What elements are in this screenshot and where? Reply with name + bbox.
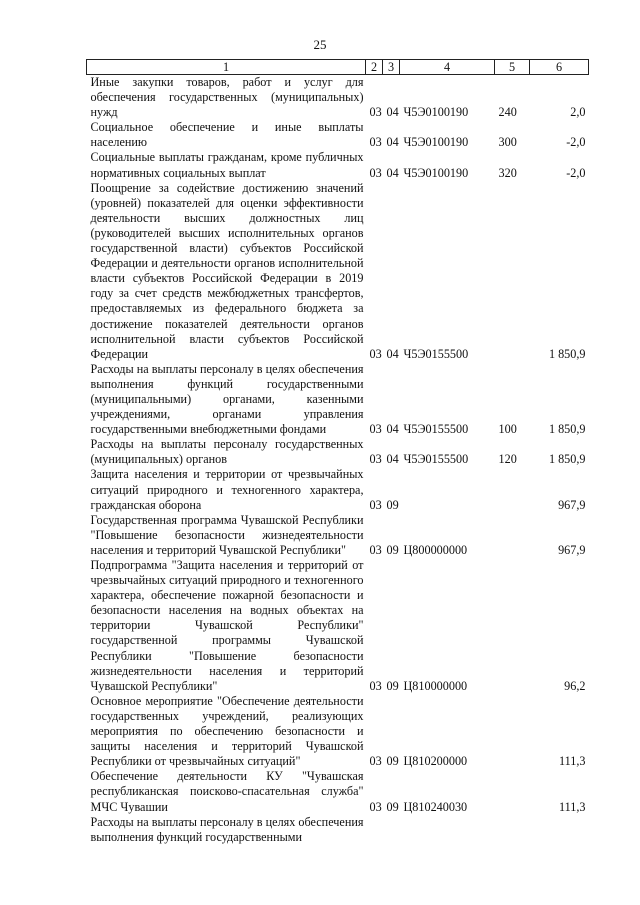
- table-row: [87, 815, 589, 845]
- row-razdel: 03: [369, 452, 382, 467]
- row-razdel: [366, 815, 383, 845]
- row-name: Расходы на выплаты персоналу в целях обеспечения выполнения функций государственными: [90, 814, 364, 844]
- row-podrazdel: 09: [386, 497, 399, 512]
- table-row: [87, 362, 589, 437]
- row-vr: [495, 769, 530, 814]
- row-vr: 300: [498, 135, 517, 150]
- row-vr: 320: [498, 165, 517, 180]
- table-row: [87, 513, 589, 558]
- row-csr: Ч5Э0155500: [403, 346, 469, 361]
- row-amount: 967,9: [558, 497, 586, 512]
- row-podrazdel: 04: [386, 452, 399, 467]
- row-podrazdel: 09: [386, 542, 399, 557]
- row-razdel: 03: [369, 799, 382, 814]
- row-amount: 111,3: [558, 754, 586, 769]
- row-vr: 100: [498, 422, 517, 437]
- row-razdel: 03: [369, 678, 382, 693]
- row-podrazdel: 04: [386, 135, 399, 150]
- header-col-5: 5: [495, 60, 530, 75]
- row-vr: 240: [498, 105, 517, 120]
- row-csr: [400, 815, 495, 845]
- row-csr: Ч5Э0155500: [403, 422, 469, 437]
- row-csr: Ц810240030: [403, 799, 468, 814]
- row-razdel: 03: [369, 542, 382, 557]
- header-col-4: 4: [400, 60, 495, 75]
- row-csr: [400, 467, 495, 512]
- row-podrazdel: 04: [386, 105, 399, 120]
- row-amount: -2,0: [566, 135, 586, 150]
- row-podrazdel: 04: [386, 422, 399, 437]
- row-name: Подпрограмма "Защита населения и территорий от чрезвычайных ситуаций природного и техногенного характера, обеспечение пожарной безопасности и безопасности населения на водных объектах на территории Чувашской Республики" государственной программы Чувашской Республики "Повышение безопасности жизнедеятельности населения и территорий Чувашской Республики": [90, 558, 364, 693]
- table-row: [87, 120, 589, 150]
- row-csr: Ц800000000: [403, 542, 468, 557]
- table-row: [87, 694, 589, 769]
- row-razdel: 03: [369, 105, 382, 120]
- row-csr: Ч5Э0100190: [403, 105, 469, 120]
- header-col-1: 1: [87, 60, 366, 75]
- table-row: [87, 150, 589, 180]
- header-col-2: 2: [366, 60, 383, 75]
- row-razdel: 03: [369, 497, 382, 512]
- table-row: [87, 769, 589, 814]
- row-podrazdel: 09: [386, 754, 399, 769]
- row-vr: [495, 558, 530, 694]
- table-row: [87, 437, 589, 467]
- row-name: Социальное обеспечение и иные выплаты населению: [90, 120, 364, 150]
- row-vr: [495, 467, 530, 512]
- row-name: Основное мероприятие "Обеспечение деятельности государственных учреждений, реализующих мероприятия по обеспечению безопасности и защиты населения и территорий Чувашской Республики от чрезвычайных ситуаций": [90, 693, 364, 769]
- row-amount: 967,9: [558, 542, 586, 557]
- row-name: Расходы на выплаты персоналу государственных (муниципальных) органов: [90, 437, 364, 467]
- budget-table: [86, 59, 589, 845]
- row-amount: 1 850,9: [548, 346, 586, 361]
- table-row: [87, 181, 589, 362]
- page-number: 25: [313, 37, 327, 52]
- row-amount: 111,3: [558, 799, 586, 814]
- row-razdel: 03: [369, 346, 382, 361]
- row-razdel: 03: [369, 135, 382, 150]
- row-csr: Ц810200000: [403, 754, 468, 769]
- header-row: [87, 60, 589, 75]
- row-podrazdel: [383, 815, 400, 845]
- table-row: [87, 467, 589, 512]
- row-csr: Ч5Э0100190: [403, 165, 469, 180]
- row-podrazdel: 09: [386, 678, 399, 693]
- row-amount: 96,2: [564, 678, 586, 693]
- row-amount: 1 850,9: [548, 452, 586, 467]
- row-name: Расходы на выплаты персоналу в целях обеспечения выполнения функций государственными (муниципальными) органами, казенными учреждениями, органами управления государственными внебюджетными фондами: [90, 361, 364, 437]
- row-csr: Ч5Э0100190: [403, 135, 469, 150]
- row-name: Обеспечение деятельности КУ "Чувашская республиканская поисково-спасательная служба" МЧС Чувашии: [90, 769, 364, 814]
- row-name: Поощрение за содействие достижению значений (уровней) показателей для оценки эффективности деятельности высших должностных лиц (руководителей высших исполнительных органов государственной власти) субъектов Российской Федерации и деятельности органов исполнительной власти субъектов Российской Федерации в 2019 году за счет средств межбюджетных трансфертов, предоставляемых из федерального бюджета за достижение показателей деятельности органов исполнительной власти субъектов Российской Федерации: [90, 180, 364, 361]
- row-razdel: 03: [369, 165, 382, 180]
- row-name: Социальные выплаты гражданам, кроме публичных нормативных социальных выплат: [90, 150, 364, 180]
- row-podrazdel: 09: [386, 799, 399, 814]
- row-vr: [495, 815, 530, 845]
- row-vr: [495, 694, 530, 769]
- row-amount: 1 850,9: [548, 422, 586, 437]
- row-name: Государственная программа Чувашской Республики "Повышение безопасности жизнедеятельности населения и территорий Чувашской Республики": [90, 512, 364, 557]
- row-name: Защита населения и территории от чрезвычайных ситуаций природного и техногенного характера, гражданская оборона: [90, 467, 364, 512]
- row-csr: Ц810000000: [403, 678, 468, 693]
- row-vr: [495, 513, 530, 558]
- row-csr: Ч5Э0155500: [403, 452, 469, 467]
- row-vr: 120: [498, 452, 517, 467]
- row-amount: [530, 815, 589, 845]
- row-podrazdel: 04: [386, 346, 399, 361]
- row-podrazdel: 04: [386, 165, 399, 180]
- table-row: [87, 558, 589, 694]
- row-razdel: 03: [369, 422, 382, 437]
- header-col-3: 3: [383, 60, 400, 75]
- row-amount: -2,0: [566, 165, 586, 180]
- table-header: [87, 60, 589, 75]
- row-name: Иные закупки товаров, работ и услуг для обеспечения государственных (муниципальных) нужд: [90, 75, 364, 120]
- row-amount: 2,0: [570, 105, 586, 120]
- row-vr: [495, 181, 530, 362]
- table-row: [87, 75, 589, 121]
- row-razdel: 03: [369, 754, 382, 769]
- table-body: [87, 75, 589, 845]
- header-col-6: 6: [530, 60, 589, 75]
